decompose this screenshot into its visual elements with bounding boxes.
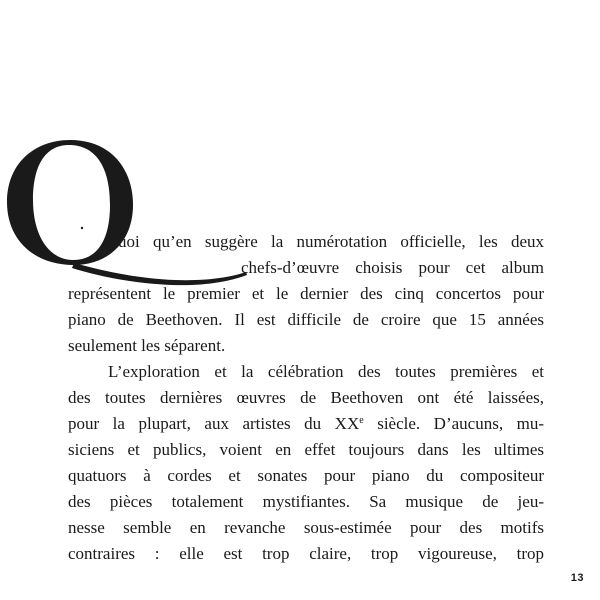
paragraph-1-line-3: représentent le premier et le dernier des cinq concertos pour — [68, 284, 544, 303]
paragraph-2-line-5: quatuors à cordes et sonates pour piano du compositeur — [68, 466, 544, 485]
paragraph-1-line-5: seulement les séparent. — [68, 336, 226, 355]
paragraph-1-line-4: piano de Beethoven. Il est difficile de croire que 15 années — [68, 310, 544, 329]
paragraph-1-line-1: uoi qu’en suggère la numérotation officielle, les deux — [118, 232, 544, 251]
paragraph-2-line-1: L’exploration et la célébration des toutes premières et — [108, 362, 544, 381]
paragraph-2-line-2: des toutes dernières œuvres de Beethoven ont été laissées, — [68, 388, 544, 407]
body-text — [68, 229, 544, 567]
paragraph-2-line-3 — [68, 411, 544, 437]
line-text-before-sup: pour la plupart, aux artistes du XX — [68, 414, 360, 433]
paragraph-2-line-8: contraires : elle est trop claire, trop vigoureuse, trop — [68, 544, 544, 563]
century-superscript: e — [359, 415, 364, 426]
page-number: 13 — [570, 572, 584, 584]
paragraph-2-line-7: nesse semble en revanche sous-estimée pour des motifs — [68, 518, 544, 537]
paragraph-2-line-6: des pièces totalement mystifiantes. Sa musique de jeu- — [68, 492, 544, 511]
paragraph-2-line-4: siciens et publics, voient en effet toujours dans les ultimes — [68, 440, 544, 459]
line-text-after-sup: siècle. D’aucuns, mu- — [363, 414, 544, 433]
paragraph-1-line-2: chefs-d’œuvre choisis pour cet album — [241, 258, 544, 277]
